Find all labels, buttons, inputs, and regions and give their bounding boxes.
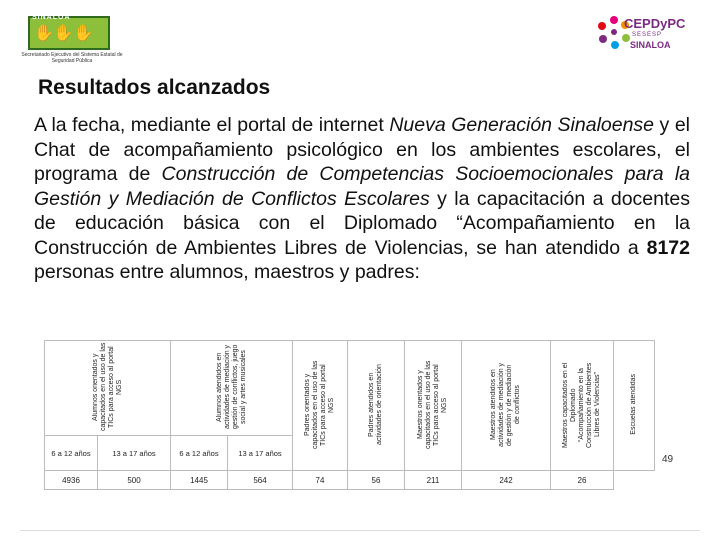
- hands-icon: ✋✋✋: [34, 25, 94, 42]
- footer-divider: [20, 530, 700, 531]
- value-cell: 74: [293, 471, 348, 490]
- value-cell: 211: [405, 471, 462, 490]
- age-group-cell: 13 a 17 años: [228, 436, 293, 471]
- logo-sub1: SESESP: [632, 32, 663, 38]
- page-number: 49: [662, 454, 674, 465]
- logo-brand-text: SINALOA: [32, 14, 71, 21]
- header-teachers-mediation: Maestros atendidos en actividades de mediación y de gestión y de mediación de conflictos: [462, 341, 551, 471]
- value-cell: 26: [551, 471, 614, 490]
- header-teachers-tics: Maestros orientados y capacitados en el uso de las TICs para acceso al portal NGS: [405, 341, 462, 471]
- para-text-1: A la fecha, mediante el portal de internet: [34, 114, 390, 136]
- para-text-3: y la capacitación a docentes de educación básica con el Diplomado “Acompañamiento en la Construcción de Ambientes Libres de Violencias, se han atendido a: [34, 187, 690, 259]
- age-group-cell: 6 a 12 años: [45, 436, 98, 471]
- logo-name: CEPDyPC: [624, 16, 686, 31]
- header-students-tics: Alumnos orientados y capacitados en el uso de las TICs para acceso al portal NGS: [45, 341, 171, 436]
- value-cell: 4936: [45, 471, 98, 490]
- header-parents-orientation: Padres atendidos en actividades de orientación: [348, 341, 405, 471]
- header-parents-tics: Padres orientados y capacitados en el uso de las TICs para acceso al portal NGS: [293, 341, 348, 471]
- table-values-row: [45, 471, 655, 490]
- value-cell: 564: [228, 471, 293, 490]
- logo-caption: Secretariado Ejecutivo del Sistema Estatal de Seguridad Pública: [21, 52, 123, 64]
- logo-sub2: SINALOA: [630, 40, 671, 50]
- age-group-cell: 13 a 17 años: [98, 436, 171, 471]
- para-text-2: y el Chat de acompañamiento psicológico en los ambientes escolares, el programa de: [34, 114, 690, 185]
- para-total: 8172: [646, 236, 690, 259]
- header-teachers-diploma: Maestros capacitados en el Diplomado “Acompañamiento en la Construcción de Ambientes Libres de Violencias”: [551, 341, 614, 471]
- table-header-row: [45, 341, 655, 436]
- para-text-4: personas entre alumnos, maestros y padres:: [34, 261, 420, 283]
- results-table: [44, 340, 655, 490]
- age-group-cell: 6 a 12 años: [171, 436, 228, 471]
- header-schools: Escuelas atendidas: [614, 341, 655, 471]
- value-cell: 1445: [171, 471, 228, 490]
- sinaloa-logo: [20, 12, 124, 64]
- value-cell: 242: [462, 471, 551, 490]
- para-emphasis-program: Construcción de Competencias Socioemocionales para la Gestión y Mediación de Conflictos Escolares: [34, 163, 691, 210]
- para-emphasis-portal: Nueva Generación Sinaloense: [389, 114, 655, 136]
- header-students-mediation: Alumnos atendidos en actividades de mediación y gestión de conflictos, juego social y artes musicales: [171, 341, 293, 436]
- results-paragraph: [34, 113, 690, 285]
- cepdypc-logo: [592, 12, 712, 68]
- value-cell: 56: [348, 471, 405, 490]
- page-title: Resultados alcanzados: [38, 76, 271, 99]
- value-cell: 500: [98, 471, 171, 490]
